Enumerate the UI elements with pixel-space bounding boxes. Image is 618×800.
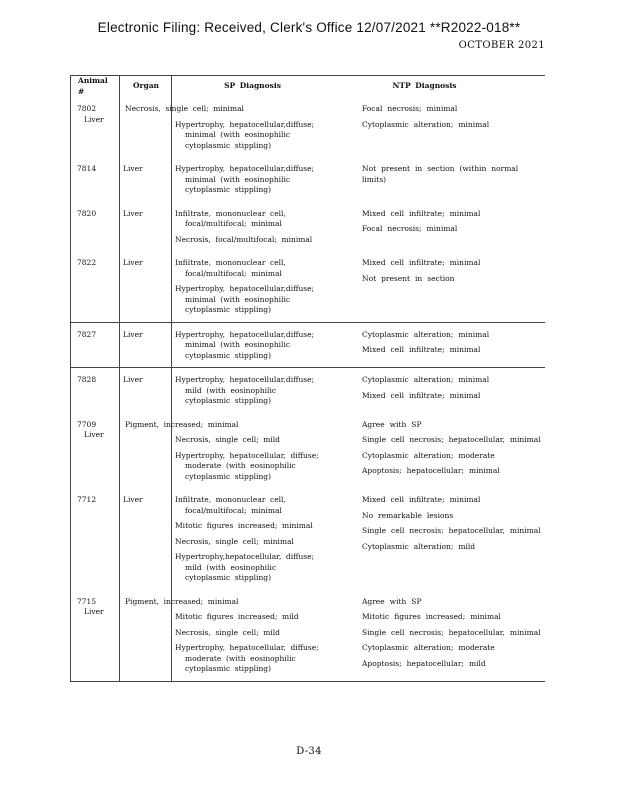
table-header-row <box>70 76 545 97</box>
ntp-diagnosis-entry: Single cell necrosis; hepatocellular, minimal <box>362 435 541 444</box>
sp-diagnosis-entry: Hypertrophy, hepatocellular,diffuse; minimal (with eosinophilic cytoplasmic stippling) <box>175 329 315 360</box>
sp-diagnosis-entry: Hypertrophy,hepatocellular, diffuse; mild (with eosinophilic cytoplasmic stippling) <box>175 552 315 582</box>
ntp-diagnosis-entry: Not present in section <box>362 273 455 283</box>
column-header-animal-number: Animal # <box>70 76 120 97</box>
organ-label: Liver <box>123 329 143 339</box>
ntp-diagnosis-entry: Mixed cell infiltrate; minimal <box>362 258 481 267</box>
ntp-diagnosis-entry: Single cell necrosis; hepatocellular, minimal <box>362 627 541 637</box>
filing-header-title: Electronic Filing: Received, Clerk's Office 12/07/2021 **R2022-018** <box>97 20 521 35</box>
animal-cell <box>70 157 120 202</box>
organ-label: Liver <box>84 430 104 439</box>
organ-cell <box>120 251 172 322</box>
organ-cell <box>120 202 172 252</box>
ntp-diagnosis-entry: Mixed cell infiltrate; minimal <box>362 495 481 504</box>
ntp-diagnosis-cell <box>360 590 545 681</box>
sp-diagnosis-entry: Infiltrate, mononuclear cell, focal/multifocal; minimal <box>175 258 286 278</box>
table-row <box>70 590 545 681</box>
ntp-diagnosis-entry: Mitotic figures increased; minimal <box>362 612 501 621</box>
ntp-diagnosis-entry: Apoptosis; hepatocellular; mild <box>362 658 486 668</box>
ntp-diagnosis-entry: Cytoplasmic alteration; moderate <box>362 450 495 460</box>
organ-label: Liver <box>84 607 104 616</box>
table-row <box>70 202 545 252</box>
sp-diagnosis-entry: Pigment, increased; minimal <box>125 596 239 606</box>
ntp-diagnosis-entry: Cytoplasmic alteration; moderate <box>362 643 495 652</box>
table-body <box>70 97 545 681</box>
ntp-diagnosis-cell <box>360 202 545 252</box>
sp-diagnosis-entry: Hypertrophy, hepatocellular,diffuse; minimal (with eosinophilic cytoplasmic stippling) <box>175 164 315 194</box>
sp-diagnosis-entry: Hypertrophy, hepatocellular, diffuse; moderate (with eosinophilic cytoplasmic stippling) <box>175 450 319 481</box>
sp-diagnosis-entry: Hypertrophy, hepatocellular,diffuse; minimal (with eosinophilic cytoplasmic stippling) <box>175 119 315 150</box>
date-label: OCTOBER 2021 <box>458 40 545 51</box>
ntp-diagnosis-entry: Apoptosis; hepatocellular; minimal <box>362 466 500 475</box>
table-row <box>70 97 545 157</box>
animal-cell <box>70 97 120 157</box>
table-row <box>70 413 545 489</box>
sp-diagnosis-entry: Necrosis, single cell; mild <box>175 435 280 444</box>
column-header-ntp-diagnosis: NTP Diagnosis <box>392 81 457 91</box>
ntp-diagnosis-cell <box>360 413 545 489</box>
ntp-diagnosis-entry: Not present in section (within normal limits) <box>362 164 519 184</box>
sp-diagnosis-cell <box>172 157 360 202</box>
organ-cell <box>120 157 172 202</box>
table-row <box>70 322 545 368</box>
organ-label: Liver <box>84 114 104 124</box>
sp-diagnosis-entry: Mitotic figures increased; minimal <box>175 521 313 530</box>
animal-cell <box>70 590 120 681</box>
ntp-diagnosis-entry: Cytoplasmic alteration; minimal <box>362 375 490 384</box>
diagnosis-table <box>70 75 545 682</box>
animal-number: 7712 <box>77 495 97 504</box>
sp-diagnosis-cell <box>172 323 360 368</box>
ntp-diagnosis-entry: Mixed cell infiltrate; minimal <box>362 345 481 354</box>
sp-diagnosis-cell <box>172 251 360 322</box>
ntp-diagnosis-entry: Cytoplasmic alteration; minimal <box>362 329 490 339</box>
table-row <box>70 488 545 590</box>
animal-number: 7827 <box>77 329 97 339</box>
ntp-diagnosis-entry: Mixed cell infiltrate; minimal <box>362 390 481 400</box>
animal-number: 7828 <box>77 375 97 384</box>
sp-diagnosis-entry: Mitotic figures increased; mild <box>175 612 299 621</box>
animal-cell <box>70 202 120 252</box>
table-row <box>70 367 545 413</box>
ntp-diagnosis-cell <box>360 157 545 202</box>
sp-diagnosis-cell <box>125 97 360 157</box>
ntp-diagnosis-entry: Agree with SP <box>362 596 422 606</box>
ntp-diagnosis-entry: Focal necrosis; minimal <box>362 104 458 113</box>
sp-diagnosis-entry: Hypertrophy, hepatocellular,diffuse; minimal (with eosinophilic cytoplasmic stippling) <box>175 284 315 314</box>
organ-label: Liver <box>123 258 143 267</box>
ntp-diagnosis-entry: Focal necrosis; minimal <box>362 224 458 233</box>
sp-diagnosis-entry: Necrosis, single cell; minimal <box>125 104 244 113</box>
ntp-diagnosis-entry: Cytoplasmic alteration; minimal <box>362 119 490 129</box>
column-header-sp-diagnosis: SP Diagnosis <box>224 81 281 91</box>
sp-diagnosis-entry: Infiltrate, mononuclear cell, focal/multifocal; minimal <box>175 208 286 228</box>
animal-number: 7814 <box>77 164 97 173</box>
column-header-organ: Organ <box>120 76 172 97</box>
organ-cell <box>120 488 172 590</box>
ntp-diagnosis-entry: Cytoplasmic alteration; mild <box>362 541 476 551</box>
table-row <box>70 157 545 202</box>
sp-diagnosis-entry: Pigment, increased; minimal <box>125 419 239 429</box>
ntp-diagnosis-entry: No remarkable lesions <box>362 510 454 520</box>
sp-diagnosis-entry: Necrosis, focal/multifocal; minimal <box>175 234 313 244</box>
ntp-diagnosis-cell <box>360 488 545 590</box>
animal-number: 7820 <box>77 208 97 218</box>
ntp-diagnosis-cell <box>360 323 545 368</box>
sp-diagnosis-entry: Infiltrate, mononuclear cell, focal/multifocal; minimal <box>175 495 286 515</box>
ntp-diagnosis-cell <box>360 368 545 413</box>
sp-diagnosis-entry: Hypertrophy, hepatocellular, diffuse; moderate (with eosinophilic cytoplasmic stippling) <box>175 643 319 673</box>
organ-label: Liver <box>123 495 143 504</box>
animal-cell <box>70 488 120 590</box>
animal-number: 7709 <box>77 419 97 429</box>
organ-label: Liver <box>123 375 143 384</box>
animal-cell <box>70 251 120 322</box>
animal-cell <box>70 323 120 368</box>
sp-diagnosis-cell <box>125 590 360 681</box>
ntp-diagnosis-entry: Mixed cell infiltrate; minimal <box>362 208 481 218</box>
sp-diagnosis-cell <box>172 368 360 413</box>
table-row <box>70 251 545 322</box>
sp-diagnosis-entry: Hypertrophy, hepatocellular,diffuse; mild (with eosinophilic cytoplasmic stippling) <box>175 375 315 405</box>
sp-diagnosis-entry: Necrosis, single cell; minimal <box>175 536 294 546</box>
animal-number: 7715 <box>77 596 97 606</box>
sp-diagnosis-cell <box>172 488 360 590</box>
animal-number: 7802 <box>77 104 97 113</box>
organ-label: Liver <box>123 164 143 173</box>
animal-cell <box>70 413 120 489</box>
sp-diagnosis-cell <box>172 202 360 252</box>
sp-diagnosis-entry: Necrosis, single cell; mild <box>175 627 280 637</box>
animal-cell <box>70 368 120 413</box>
organ-cell <box>120 368 172 413</box>
animal-number: 7822 <box>77 258 97 267</box>
ntp-diagnosis-entry: Agree with SP <box>362 419 422 429</box>
organ-cell <box>120 323 172 368</box>
sp-diagnosis-cell <box>125 413 360 489</box>
organ-label: Liver <box>123 208 143 218</box>
page-number: D-34 <box>296 746 322 757</box>
ntp-diagnosis-entry: Single cell necrosis; hepatocellular, minimal <box>362 526 541 535</box>
ntp-diagnosis-cell <box>360 97 545 157</box>
ntp-diagnosis-cell <box>360 251 545 322</box>
